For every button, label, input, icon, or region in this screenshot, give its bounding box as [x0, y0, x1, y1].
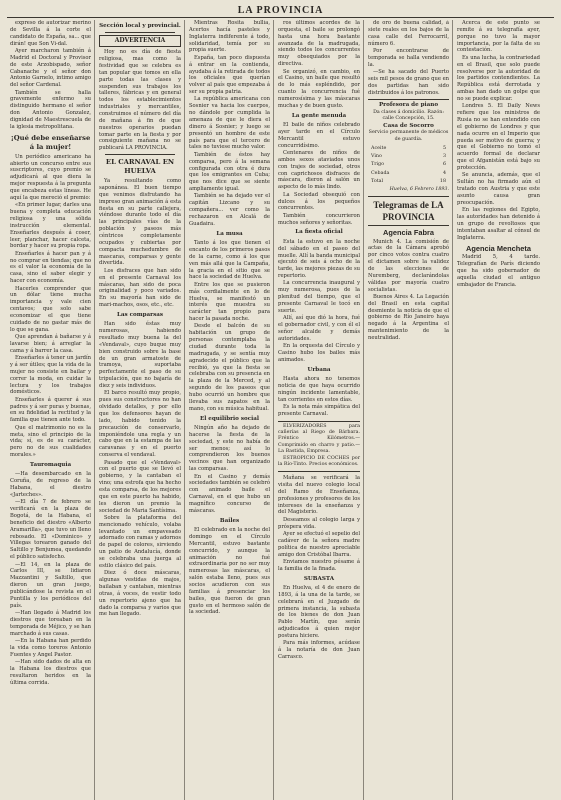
- section-subheading: Las comparsas: [116, 311, 164, 318]
- paragraph: La Sociedad obsequió con dulces á los pequeños concurrentes.: [278, 191, 360, 212]
- paragraph: Ningún año ha dejado de hacerse la fiesta de la sociedad, y este no había de ser menos; así lo comprendieron los buenos vecinos que han organizado las comparsas.: [189, 425, 270, 473]
- paragraph: —El día 7 de febrero se verificará en la plaza de Bogotá, de la Habana, el beneficio del diestro «Alberto Aramarilla», que tuvo un lleno rebosado. El «Dominico» y Villegas torearon ganado del Saltillo y Benjumea, quedando el público satisfecho.: [10, 499, 91, 561]
- telegrams-title: Telegramas de LA PROVINCIA: [368, 200, 449, 226]
- section-subheading: El equilibrio social: [199, 415, 260, 422]
- paragraph: —Han sido dados de alta en la Habana los diestros que resultaron heridos en la última corrida.: [10, 659, 91, 686]
- paragraph: Enseñarles á hacer pan y á no comprar en tiendas; que no es el valor la economía de la casa, sino el saber elegir y hacer con economía.: [10, 250, 91, 285]
- paragraph: Es la nota más simpática del presente Carnaval.: [278, 404, 360, 417]
- section-subheading: La musa: [216, 230, 243, 237]
- paragraph: Deseamos al colegio larga y próspera vida.: [278, 516, 360, 530]
- paragraph: La república americana con Sosnier va hacia los cuerpos, no dándole por cumplida la amenaza de que le diera el dinero á Sosnier; y luego se presentó un hombre de este país para que el tercero de tales no tuviese mucho valor.: [189, 96, 270, 151]
- section-subheading: Bailes: [219, 517, 240, 524]
- paragraph: Han sido éstas muy numerosas, habiendo resultado muy buena la del «Vendaval», cuyo buque muy bien construido sobre la base de un gran armatoste de tramoya, suportaba perfectamente el paso de su tripulación, que no bajaría de diez y seis individuos.: [99, 321, 181, 390]
- paragraph: Diez ó doce máscaras, algunas vestidas de majos, bailaban y cantaban, mientras otras, á voces, de vestir todo un repertorio ajeno que ha dado la comparsa y varios que me han llegado.: [99, 570, 181, 618]
- table-row: [370, 154, 447, 160]
- article-heading: EL CARNAVAL EN HUELVA: [105, 158, 175, 176]
- paragraph: Para más informes, acúdase á la notaría de don Juan Carrasco.: [278, 640, 360, 661]
- column-4: [275, 20, 364, 800]
- section-subheading: La gente menuda: [291, 112, 347, 119]
- divider: [105, 32, 175, 33]
- paragraph: El baile de niños celebrado ayer tarde en el Círculo Mercantil estuvo concurridísimo.: [278, 122, 360, 149]
- ad-line: ELVERIZADORES para cañerías al Riego de Bárbara. Fréntico Kilómetros.—Comprimido en charro y patio.—La Bastida, Empresa.: [278, 423, 360, 455]
- masthead: [7, 4, 554, 18]
- paragraph: Londres 5. El Daily News refiere que los ministros de Rusia no se han entendido con el gobierno de Londres y que nada ocurre en el Imperio que pueda ser motivo de guerra; y que el Gobierno no tomó el acuerdo formal de declarar que el Afganistán está bajo su protección.: [457, 103, 540, 172]
- ad-line: ESTROPICIO DE COCHES por la Río-Tinto. Precios económicos.: [278, 455, 360, 468]
- paragraph: Los disfraces que han sido en el presente Carnaval los máscaras, han sido de poca originalidad y poco variados. En su mayoría han sido de mari-machos, osos, etc., etc.: [99, 267, 181, 309]
- advertisement: [368, 99, 449, 197]
- paragraph: Buenos Aires 4. La Legación del Brasil en esta capital desmiente la noticia de que el gobierno de Río Janeiro haya negado á la Argentina el mantenimiento de la neutralidad.: [368, 293, 449, 342]
- advertisement: [278, 421, 360, 472]
- paragraph: En el Casino y demás sociedades también se celebró con animado baile el Carnaval, en el que hubo un magnífico concurso de máscaras.: [189, 473, 270, 514]
- paragraph: Esta la estuvo en la noche del sábado en el paseo del muelle. Allí la banda municipal ejecutó de seis á ocho de la tarde, las mejores piezas de su repertorio.: [278, 238, 360, 280]
- table-cell: 3: [442, 153, 446, 159]
- paragraph: —Ha desembarcado en la Coruña, de regreso de la Habana, el diestro «Jarteches».: [10, 471, 91, 498]
- ad-text: Servicio permanente de médicos de guardia.: [368, 130, 449, 142]
- paragraph: Entre los que se pusieron más cordialmente en lo de Huelva, se manifestó un interés que muestra su carácter tan propio para hacer la pasada noche.: [189, 281, 270, 323]
- paragraph: Hasta ahora no tenemos noticia de que haya ocurrido ningún incidente lamentable, tan corrientes en estos días.: [278, 376, 360, 403]
- paragraph: —El 14, en la plaza de Carlos III, se lidiaron Mazzantini y Saltillo, que dieron un gran juego, publicándose la revista en el Puntilla y los periódicos del país.: [10, 561, 91, 609]
- paragraph: Que aprendan á bañarse y á lavarse bien; á arreglar la cama y á barrer la casa.: [10, 334, 91, 354]
- section-subheading: Tauromaquia: [29, 462, 72, 468]
- paragraph: ros últimos acordes de la orquesta, el baile se prolongó hasta una hora bastante avanzada de la madrugada, siendo todos los concurrentes muy obsequiados por la directiva.: [278, 20, 360, 68]
- paragraph: —Han llegado á Madrid los diestros que toreaban en la temporada de Méjico, y se han marchado á sus casas.: [10, 610, 91, 637]
- ad-text: Da clases á domicilio. Razón: calle Concepción, 15.: [373, 109, 444, 122]
- paragraph: Enseñarles á querer á sus padres y á ser puras y buenas, en su fidelidad la rectitud y la familia que tienen ante todo.: [10, 396, 91, 424]
- paragraph: de oro de buena calidad, á siete reales en los bajos de la casa calle del Ferrocarril, número 6.: [368, 20, 449, 47]
- paragraph: La concurrencia inaugural y muy numerosa, pues de la plenitud del tiempo, que el presente Carnaval le tocó en suerte.: [278, 280, 360, 314]
- column-5: [365, 20, 453, 800]
- section-subheading: SUBASTA: [303, 575, 335, 582]
- paragraph: Mañana se verificará la visita del nuevo colegio local del Ramo de Enseñanza, profesiones y profesores de los intereses de la enseñanza y del Magisterio.: [278, 475, 360, 516]
- paragraph: En la orquesta del Círculo y Casino hubo los bailes más animados.: [278, 343, 360, 363]
- paragraph: España, tan poco dispuesta á entrar en la contienda, ayudaba á la retirada de todos los oficiales que querían volver al país que empezaba á ser su propia patria.: [189, 54, 270, 96]
- paragraph: Enseñarles á tener un jardín y á ser útiles; que la vida de la mujer no consiste en bailar y correr la moda, en cuidar la lectura y los trabajos domésticos.: [10, 355, 91, 396]
- table-cell: 4: [442, 170, 446, 176]
- paragraph: Ayer se efectuó el sepelio del cadáver de la señora madre política de nuestro apreciable amigo don Cristóbal Ibarra.: [278, 530, 360, 558]
- paragraph: Tanto á los que tienen el encanto de los primeros pasos de la carne, como á los que ven más allá que la Campaña, la gracia en el sitio que se hace la sociedad de Huelva.: [189, 240, 270, 281]
- paragraph: Sobre la plataforma del mencionado vehículo, volaba levantado un empavesado adornado con ramas y adornos de papel de colores, sirviendo un patio de Andalucía, donde se celebraba una juerga al estilo clásico del país.: [99, 514, 181, 569]
- paragraph: «En primer lugar, darles una buena y completa educación religiosa y una sólida instrucción elemental. Enseñarles después á coser, leer, planchar, hacer calceta, bordar y hacer su propia ropa.: [10, 202, 91, 250]
- paragraph: Ayer marcharon también á Madrid el Doctoral y Provisor de este Arzobispado, señor Cabanache y el señor don Antonio Garnelo, intimo amigo del señor Cardenal.: [10, 47, 91, 89]
- ad-title: Profesora de piano: [378, 102, 439, 109]
- paragraph: Es una lucha, la contrariedad en el Brasil, que solo puede resolverse por la autoridad de los partidos contendientes. La República está derrotada y ambas han dado un golpe que no se puede explicar.: [457, 54, 540, 102]
- paragraph: Se anuncia, además, que el Sultán no ha firmado aún el tratado con Austria y que este asunto causa gran preocupación.: [457, 172, 540, 206]
- paragraph: Por encontrarse de temporada se halla vendiendo la.: [368, 47, 449, 68]
- paragraph: Hoy no es día de fiesta religiosa, mas como la festividad que se celebra es tan popular que tomos en ella parte todas las clases y suspenden sus trabajos los talleres, fábricas y en general todos los establecimientos industriales y mercantiles, construimos el número del día de mañana á fin de que nuestros operarios puedan tomar parte en la fiesta y por consiguiente mañana no se publicará LA PROVINCIA.: [99, 49, 181, 152]
- paragraph: Acerca de este punto se remite á su telegrafía ayer, porque no tuvo la mayor importancia, por la falta de su contestación.: [457, 20, 540, 54]
- section-title: Sección local y provincial.: [99, 23, 181, 29]
- section-subheading: Urbana: [307, 366, 331, 373]
- paragraph: Ya resultando como saponánea. El buen tiempo que venimos disfrutando ha impreso gran animación á esta fiesta en su parte callejera, viéndose durante todo el día las principales vías de la población y paseos más céntricos completamente ocupados y cubiertas por compacta muchedumbre de mascaras, comparsas y gente divertida.: [99, 178, 181, 267]
- table-row: [370, 146, 447, 152]
- paragraph: Hacerles comprender que un dólar tiene mucha importancia y vale cien centavos; que solo sabe economizar el que tiene cuidado de no gastar más de lo que se gana.: [10, 285, 91, 333]
- divider: [105, 154, 175, 155]
- table-row: [370, 171, 447, 177]
- column-2: [96, 20, 185, 800]
- table-row: [370, 162, 447, 168]
- paragraph: Pasado que el «Vendaval» con el puerto que se llevó el gobierno, y la cantaban el vino; una estrofa que ha hecho esta comparsa, de los mejores que en este puerto ha habido, les dieron un premio la sociedad de Maria Santísima.: [99, 459, 181, 514]
- agency-name: Agencia Mencheta: [466, 243, 531, 253]
- table-cell: Cebada: [371, 170, 390, 176]
- paragraph: —Se ha sacado del Puerto seis mil pesos de grano que en dos partidas han sido distribuidos á los patronos.: [368, 69, 449, 96]
- paragraph: También se halla gravemente enfermo su distinguido hermano el señor don Antonio Gonzalez, dignidad de Maestrescuela de la iglesia metropolitana.: [10, 89, 91, 130]
- paragraph: El barco resultó muy propio, pues sus constructores no han olvidado detalles, y por ello que los defensores hayan de lado, habido tenido la precaución de conservarlo, imponiéndole una regla y un cabo que en la estampa de las caravanas y en el puerto conserva el vendaval.: [99, 390, 181, 459]
- table-cell: Vino: [371, 153, 382, 159]
- paragraph: Mientras Rosita bullía, Acertos hacía pasteles y Inglaterra indiferente á todo, solidaridad, temía por su propia suerte.: [189, 20, 270, 54]
- table-cell: Trigo: [371, 162, 384, 168]
- newspaper-title: LA PROVINCIA: [237, 4, 324, 16]
- paragraph: En Huelva, el 4 de enero de 1893, á la una de la tarde, se celebrará en el Juzgado de primera instancia, la subasta de los bienes de don Juan Pablo Martín, que serán adjudicados á quien mejor postura hiciere.: [278, 585, 360, 640]
- paragraph: Que el matrimonio no es la meta, sino el principio de la vida; sí, es de su carácter, pero no de sus cualidades morales.»: [10, 424, 91, 459]
- paragraph: También se ha dejado ver el capitán Lizcano y su compañera... ver como la rechazaron en Alcalá de Guadaira.: [189, 193, 270, 227]
- paragraph: El celebrado en la noche del domingo en el Círculo Mercantil, estuvo bastante concurrido, y aunque la animación no fué extraordinaria por no ser muy numerosas las máscaras, el salón estaba lleno, pues sus socios acudieron con sus familias á presenciar los bailes, que fueron de gran gusto en el hermoso salón de la sociedad.: [189, 527, 270, 616]
- notice-title: ADVERTENCIA: [99, 35, 181, 47]
- column-1: [7, 20, 95, 800]
- table-cell: 6: [442, 162, 446, 168]
- table-row: [370, 179, 447, 185]
- ad-title: Casa de Socorro: [383, 122, 434, 129]
- columns: [7, 20, 554, 800]
- section-subheading: La fiesta oficial: [295, 229, 343, 236]
- table-cell: 5: [442, 145, 446, 151]
- paragraph: Desde el balcón de su habitación un grupo de personas contemplaba la ciudad durante toda la madrugada, y se sentía muy agradecido el público que la recibió, ya que la fiesta se celebraba con su presencia en la plaza de la Merced, y al segundo de los paseos que hubo ocurrió un hombre que llevaba sus zapatos en la mano, con su música habitual.: [189, 323, 270, 412]
- paragraph: Munich 4. La comisión de actas de la Cámara aprobó por cinco votos contra cuatro el dictamen sobre la validez de las elecciones de Nuremberg, declarándolas válidas por mayoría cuatro socialistas.: [368, 238, 449, 293]
- paragraph: Allí, así que dió la hora, fué el gobernador civil, y con él el señor alcalde y demás autoridades.: [278, 315, 360, 342]
- paragraph: —En la Habana han perdido la vida como toreros Antonio Fuentes y Angel Pastor.: [10, 638, 91, 658]
- paragraph: Se organizó, en cambio, en el Casino, un baile que resultó de lo más espléndido, por cuanto la concurrencia fué numerosísima y las máscaras muchas y de buen gusto.: [278, 68, 360, 109]
- paragraph: También concurrieron muchos señores y señoritas.: [278, 212, 360, 226]
- paragraph: También de éstos hay comparsa, pero á la semana configurada con otra é dura que los emigrantes en Cuba; que nos dice que se siente ampliamente igual.: [189, 151, 270, 193]
- paragraph: En las regiones del Egipto, las autoridades han detenido á un grupo de revoltosos que intentaban asaltar al cónsul de Inglaterra.: [457, 207, 540, 241]
- article-heading: ¡Qué debe enseñarse á la mujer!: [10, 133, 91, 151]
- paragraph: Enviamos nuestro pésame á la familia de la finada.: [278, 558, 360, 572]
- paragraph: Un periódico americano ha abierto un concurso entre sus suscriptores, cuyo premio se adjudicará al que diera la mejor respuesta á la pregunta que encabeza estas líneas. He aquí la que mereció el premio:: [10, 153, 91, 201]
- paragraph: Centenares de niños de ambos sexos ataviados unos con trajes de sociedad, otros con caprichosos disfraces de máscara, dieron al salón un aspecto de lo más lindo.: [278, 149, 360, 191]
- agency-name: Agencia Fabra: [383, 227, 434, 237]
- paragraph: expreso de autorizar merino de Sevilla á la corte el candidato de España, sa... que dirán! que Son Vi-dal.: [10, 20, 91, 47]
- column-3: [186, 20, 274, 800]
- table-cell: 18: [439, 178, 446, 184]
- column-6: [454, 20, 543, 800]
- dateline: Huelva, 6 Febrero 1893.: [389, 187, 449, 193]
- paragraph: Madrid 5, 4 tarde. Telegrafían de París diciendo que ha sido gobernador de aquella ciudad el antiguo embajador de Francia.: [457, 254, 540, 288]
- table-cell: Total: [371, 178, 384, 184]
- table-cell: Aceite: [371, 145, 387, 151]
- price-table: [368, 144, 449, 188]
